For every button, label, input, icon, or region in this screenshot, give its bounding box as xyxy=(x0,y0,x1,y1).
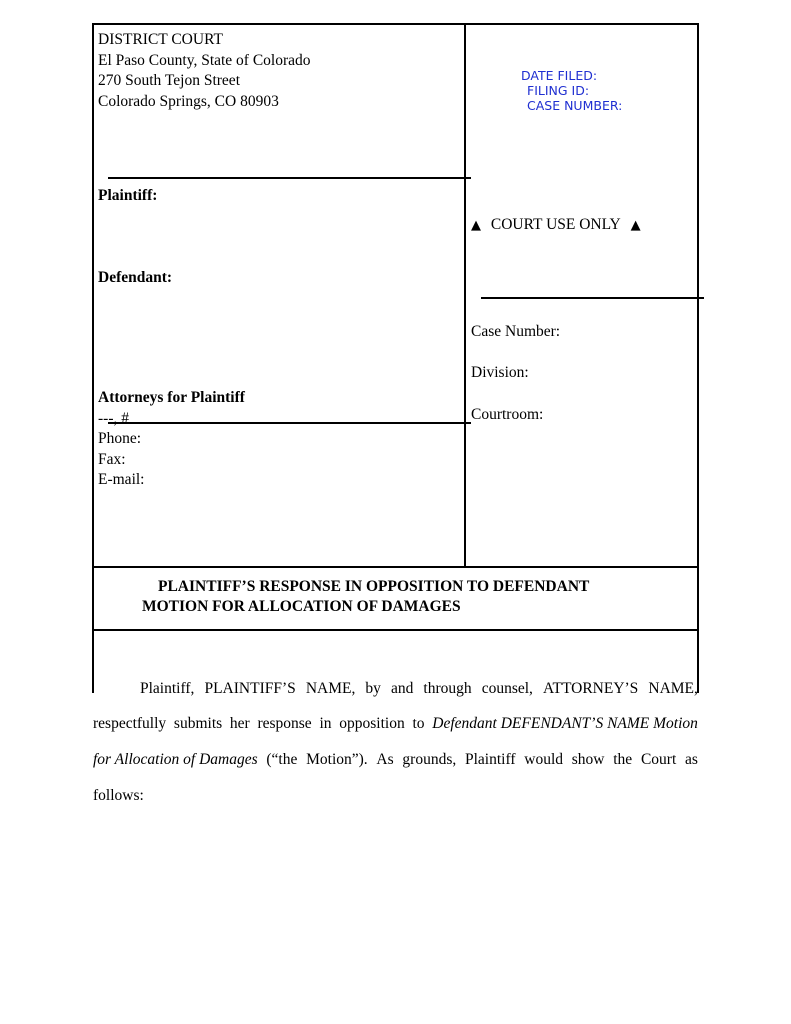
triangle-up-icon: ▲ xyxy=(471,218,481,233)
filing-id-label: FILING ID: xyxy=(527,83,590,98)
filing-stamp xyxy=(521,68,622,113)
triangle-up-icon: ▲ xyxy=(630,218,641,233)
body-line-1 xyxy=(140,680,698,698)
word: respectfully xyxy=(93,715,167,732)
word: opposition xyxy=(339,715,405,732)
word: by xyxy=(365,680,381,697)
word: submits xyxy=(173,715,223,732)
word: Court xyxy=(640,751,677,768)
word: Plaintiff xyxy=(464,751,516,768)
word: counsel, xyxy=(481,680,533,697)
court-name: DISTRICT COURT xyxy=(98,31,223,48)
courtroom-label: Courtroom: xyxy=(471,406,544,423)
caption-top-border xyxy=(92,23,698,25)
word: in xyxy=(319,715,332,732)
attorney-block xyxy=(98,388,245,491)
motion-title-part-1: Defendant DEFENDANT’S NAME Motion xyxy=(432,715,698,732)
case-number-stamp-label: CASE NUMBER: xyxy=(527,98,623,113)
word: the xyxy=(613,751,633,768)
title-bottom-border xyxy=(92,629,698,631)
attorney-email: E-mail: xyxy=(98,471,145,488)
caption-right-border xyxy=(697,23,699,693)
attorney-phone: Phone: xyxy=(98,430,142,447)
motion-title-part-2: for Allocation of Damages xyxy=(93,751,258,768)
word: grounds, xyxy=(402,751,457,768)
document-title-line-1: PLAINTIFF’S RESPONSE IN OPPOSITION TO DEFENDANT xyxy=(158,578,590,595)
case-number-label: Case Number: xyxy=(471,323,561,340)
word: NAME, xyxy=(648,680,698,697)
plaintiff-label: Plaintiff: xyxy=(98,187,158,204)
court-block xyxy=(98,30,311,112)
date-filed-label: DATE FILED: xyxy=(521,68,598,83)
court-use-only-label: COURT USE ONLY xyxy=(490,216,621,233)
body-line-4: follows: xyxy=(93,787,144,804)
court-street: 270 South Tejon Street xyxy=(98,72,240,89)
word: PLAINTIFF’S xyxy=(204,680,296,697)
word: would xyxy=(524,751,564,768)
body-line-2 xyxy=(93,715,698,733)
word: as xyxy=(685,751,698,768)
attorney-registration: ---, # xyxy=(98,409,129,427)
word: and xyxy=(390,680,414,697)
caption-left-border xyxy=(92,23,94,693)
defendant-label: Defendant: xyxy=(98,269,173,286)
attorney-fax: Fax: xyxy=(98,450,126,468)
word: Plaintiff, xyxy=(140,680,195,697)
word: Motion”). xyxy=(306,751,368,768)
word: NAME, xyxy=(305,680,356,697)
caption-bottom-border xyxy=(92,566,698,568)
caption-center-divider xyxy=(464,23,466,567)
body-line-3 xyxy=(93,751,698,769)
court-use-only xyxy=(471,215,641,237)
word: to xyxy=(412,715,425,732)
court-county: El Paso County, State of Colorado xyxy=(98,51,311,69)
word: ATTORNEY’S xyxy=(543,680,639,697)
word: (“the xyxy=(266,751,298,768)
attorney-heading: Attorneys for Plaintiff xyxy=(98,389,245,406)
caption-divider-court-plaintiff xyxy=(108,177,471,179)
word: response xyxy=(257,715,312,732)
document-title-line-2: MOTION FOR ALLOCATION OF DAMAGES xyxy=(142,598,461,615)
word: her xyxy=(229,715,250,732)
court-city: Colorado Springs, CO 80903 xyxy=(98,92,279,110)
word: As xyxy=(376,751,394,768)
division-label: Division: xyxy=(471,364,529,381)
word: show xyxy=(571,751,605,768)
word: through xyxy=(423,680,472,697)
caption-divider-court-use xyxy=(481,297,704,299)
